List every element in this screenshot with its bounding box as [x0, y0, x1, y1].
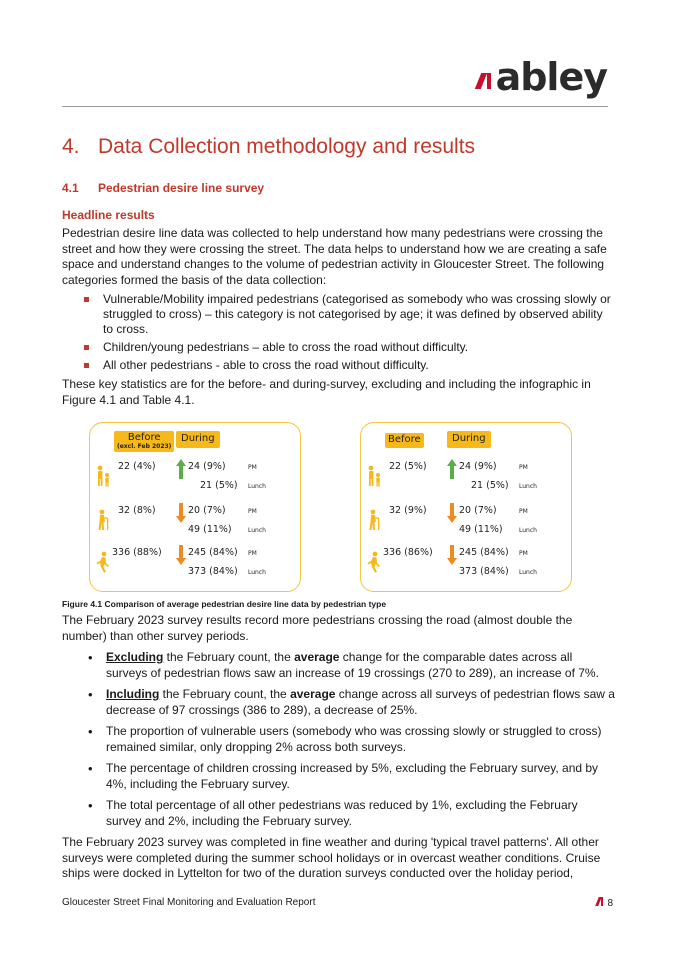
before-value: 32 (9%)	[389, 505, 427, 516]
pm-tag: PM	[248, 464, 257, 471]
list-item: Vulnerable/Mobility impaired pedestrians (categorised as somebody who was crossing slowly or struggled to cross) – this category is not categorised by age; it was defined by observed ability to cross.	[62, 292, 615, 337]
during-lunch-value: 373 (84%)	[188, 566, 238, 577]
pedestrian-icon	[94, 509, 112, 536]
footer-title: Gloucester Street Final Monitoring and Evaluation Report	[62, 897, 316, 908]
page-number: 8	[607, 897, 613, 909]
pm-tag: PM	[248, 508, 257, 515]
arrow-up-icon	[447, 459, 457, 484]
logo-wordmark: abley	[495, 55, 607, 99]
lunch-tag: Lunch	[248, 483, 266, 490]
pm-tag: PM	[248, 550, 257, 557]
pm-tag: PM	[519, 464, 528, 471]
list-item: • The total percentage of all other pedestrians was reduced by 1%, excluding the February survey and 2%, including the February survey.	[62, 798, 615, 829]
before-value: 336 (88%)	[112, 547, 162, 558]
during-pm-value: 20 (7%)	[459, 505, 497, 516]
figure-4-1	[62, 422, 615, 595]
during-lunch-value: 21 (5%)	[471, 480, 509, 491]
arrow-down-icon	[176, 503, 186, 528]
figure-caption: Figure 4.1 Comparison of average pedestrian desire line data by pedestrian type	[62, 599, 387, 609]
header-divider	[62, 106, 608, 107]
pedestrian-icon	[365, 551, 383, 578]
results-list	[62, 650, 615, 829]
lunch-tag: Lunch	[519, 527, 537, 534]
list-item: • The percentage of children crossing increased by 5%, excluding the February survey, and by 4%, including the February survey.	[62, 761, 615, 792]
during-pm-value: 245 (84%)	[459, 547, 509, 558]
logo-mark-icon	[478, 73, 491, 89]
before-value: 32 (8%)	[118, 505, 156, 516]
category-list	[62, 292, 615, 373]
arrow-up-icon	[176, 459, 186, 484]
page-footer	[62, 897, 613, 909]
before-header	[385, 433, 424, 448]
lunch-tag: Lunch	[519, 483, 537, 490]
pm-tag: PM	[519, 550, 528, 557]
pedestrian-icon	[94, 465, 112, 492]
arrow-down-icon	[447, 503, 457, 528]
before-value: 22 (5%)	[389, 461, 427, 472]
before-sublabel: (excl. Feb 2023)	[117, 442, 172, 450]
pm-tag: PM	[519, 508, 528, 515]
before-label: Before	[388, 434, 421, 445]
headline-results-heading: Headline results	[62, 208, 155, 222]
before-label: Before	[127, 432, 161, 443]
abley-logo	[478, 55, 607, 99]
arrow-down-icon	[176, 545, 186, 570]
pedestrian-icon	[94, 551, 112, 578]
pedestrian-icon	[365, 509, 383, 536]
subsection-heading: 4.1 Pedestrian desire line survey	[62, 181, 265, 195]
february-paragraph: The February 2023 survey results record more pedestrians crossing the road (almost double the number) than other survey periods.	[62, 613, 573, 643]
intro-paragraph: Pedestrian desire line data was collected to help understand how many pedestrians were crossing the street and how they were crossing the street. The data helps to understand how we are creating a safe space and understand changes to the volume of pedestrian activity in Gloucester Street. The following categories formed the basis of the data collection:	[62, 226, 607, 287]
page-content	[62, 135, 615, 882]
lunch-tag: Lunch	[519, 569, 537, 576]
before-header	[114, 431, 174, 452]
during-lunch-value: 21 (5%)	[200, 480, 238, 491]
pedestrian-icon	[365, 465, 383, 492]
during-pm-value: 24 (9%)	[459, 461, 497, 472]
during-pm-value: 245 (84%)	[188, 547, 238, 558]
during-lunch-value: 49 (11%)	[188, 524, 232, 535]
list-item: • The proportion of vulnerable users (somebody who was crossing slowly or struggled to cross) remained similar, only dropping 2% across both surveys.	[62, 724, 615, 755]
list-item: • Excluding the February count, the average change for the comparable dates across all surveys of pedestrian flows saw an increase of 19 crossings (270 to 289), an increase of 7%.	[62, 650, 615, 681]
list-item: All other pedestrians - able to cross the road without difficulty.	[62, 358, 615, 373]
during-pm-value: 24 (9%)	[188, 461, 226, 472]
lunch-tag: Lunch	[248, 569, 266, 576]
arrow-down-icon	[447, 545, 457, 570]
infographic-excl-feb	[89, 422, 301, 592]
section-heading: 4. Data Collection methodology and results	[62, 135, 476, 158]
list-item: Children/young pedestrians – able to cross the road without difficulty.	[62, 340, 615, 355]
lunch-tag: Lunch	[248, 527, 266, 534]
closing-paragraph: The February 2023 survey was completed in fine weather and during 'typical travel patterns'. All other surveys were completed during the summer school holidays or in overcast weather conditions. Cruise ships were docked in Lyttelton for two of the duration surveys conducted over the holiday period,	[62, 835, 601, 880]
stats-intro-paragraph: These key statistics are for the before- and during-survey, excluding and including the infographic in Figure 4.1 and Table 4.1.	[62, 377, 591, 407]
during-header: During	[447, 431, 491, 448]
infographic-incl-feb	[360, 422, 572, 592]
before-value: 22 (4%)	[118, 461, 156, 472]
during-lunch-value: 373 (84%)	[459, 566, 509, 577]
during-header: During	[176, 431, 220, 448]
footer-logo-icon	[597, 897, 603, 909]
list-item: • Including the February count, the average change across all surveys of pedestrian flows saw a decrease of 97 crossings (386 to 289), a decrease of 25%.	[62, 687, 615, 718]
during-pm-value: 20 (7%)	[188, 505, 226, 516]
before-value: 336 (86%)	[383, 547, 433, 558]
during-lunch-value: 49 (11%)	[459, 524, 503, 535]
